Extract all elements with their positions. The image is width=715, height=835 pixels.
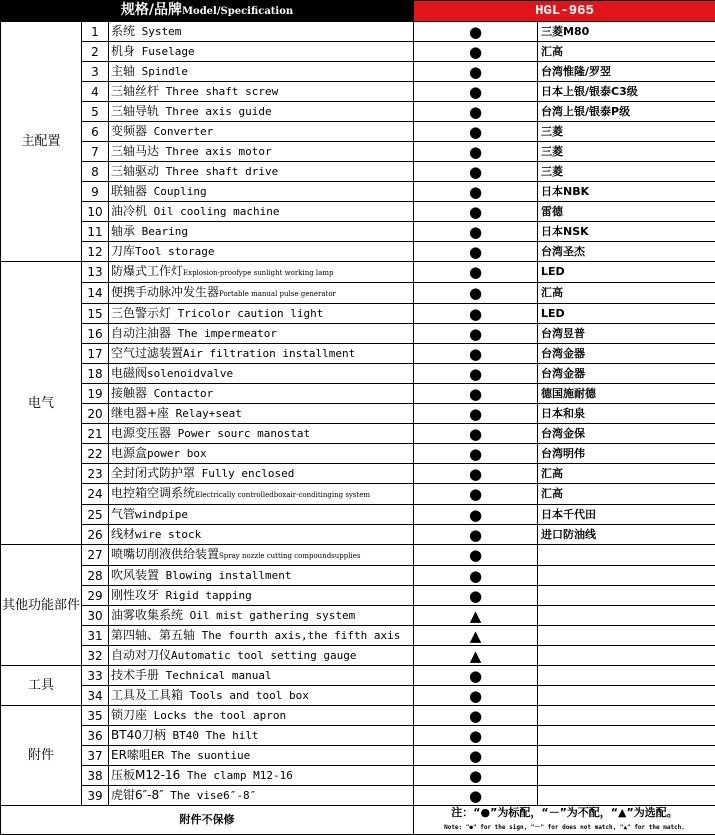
item-name-en: wire stock (135, 528, 201, 541)
standard-mark-icon: ● (414, 444, 538, 464)
spec-row (1, 304, 715, 324)
standard-mark-icon: ● (414, 283, 538, 304)
item-name-cn: 三轴导轨 (111, 104, 159, 118)
item-name-cn: 油雾收集系统 (111, 608, 183, 622)
item-name-en: Locks the tool apron (147, 709, 286, 722)
item-name-cn: 便携手动脉冲发生器 (111, 285, 219, 299)
standard-mark-icon: ● (414, 42, 538, 62)
spec-row (1, 82, 715, 102)
item-name-cn: 压板M12-16 (111, 768, 180, 782)
standard-mark-icon: ● (414, 464, 538, 484)
item-name-cn: 全封闭式防护罩 (111, 466, 195, 480)
item-name-en: Three shaft drive (159, 165, 278, 178)
item-name-en: The clamp M12-16 (180, 769, 293, 782)
spec-row (1, 786, 715, 806)
row-number: 27 (82, 545, 109, 566)
item-name-en: Tool storage (135, 245, 214, 258)
brand-cell: 日本千代田 (538, 505, 715, 525)
spec-row (1, 242, 715, 262)
item-name (109, 566, 414, 586)
brand-cell (538, 726, 715, 746)
header-title-cn: 规格/品牌 (121, 2, 182, 18)
item-name (109, 222, 414, 242)
brand-cell: 台湾金器 (538, 364, 715, 384)
item-name-cn: 电磁阀 (111, 366, 147, 380)
item-name-cn: 工具及工具箱 (111, 688, 183, 702)
header-title-en: Model/Specification (182, 6, 293, 17)
standard-mark-icon: ● (414, 82, 538, 102)
standard-mark-icon: ● (414, 586, 538, 606)
row-number: 13 (82, 262, 109, 283)
item-name (109, 726, 414, 746)
brand-cell (538, 566, 715, 586)
standard-mark-icon: ● (414, 162, 538, 182)
standard-mark-icon: ● (414, 242, 538, 262)
brand-cell (538, 706, 715, 726)
item-name-cn: 虎钳6″-8″ (111, 788, 164, 802)
brand-cell: 日本上银/银泰C3级 (538, 82, 715, 102)
spec-row (1, 324, 715, 344)
item-name-en: Three shaft screw (159, 85, 278, 98)
brand-cell: 日本和泉 (538, 404, 715, 424)
item-name-en: The vise6″-8″ (164, 789, 257, 802)
brand-cell (538, 786, 715, 806)
item-name-cn: 第四轴、第五轴 (111, 628, 195, 642)
item-name-en: windpipe (135, 508, 188, 521)
row-number: 3 (82, 62, 109, 82)
item-name (109, 324, 414, 344)
item-name (109, 646, 414, 666)
optional-mark-icon: ▲ (414, 626, 538, 646)
standard-mark-icon: ● (414, 344, 538, 364)
brand-cell: 德国施耐德 (538, 384, 715, 404)
item-name (109, 444, 414, 464)
item-name (109, 706, 414, 726)
spec-row (1, 505, 715, 525)
footer-note-cn: 注：“●”为标配，“－”为不配，“▲”为选配。 (451, 806, 677, 819)
item-name-en: System (135, 25, 181, 38)
optional-mark-icon: ▲ (414, 606, 538, 626)
item-name-en: Three axis guide (159, 105, 272, 118)
item-name-en: Fuselage (135, 45, 195, 58)
item-name-en: Tricolor caution light (171, 307, 323, 320)
item-name-cn: 主轴 (111, 64, 135, 78)
standard-mark-icon: ● (414, 666, 538, 686)
spec-row (1, 545, 715, 566)
spec-row (1, 222, 715, 242)
spec-row (1, 262, 715, 283)
spec-row (1, 525, 715, 545)
item-name-en: Portable manual pulse generator (219, 290, 336, 298)
item-name-en: Automatic tool setting gauge (171, 649, 356, 662)
standard-mark-icon: ● (414, 182, 538, 202)
standard-mark-icon: ● (414, 222, 538, 242)
item-name-en: Technical manual (159, 669, 272, 682)
row-number: 17 (82, 344, 109, 364)
standard-mark-icon: ● (414, 62, 538, 82)
item-name-cn: 气管 (111, 507, 135, 521)
item-name-en: Coupling (147, 185, 207, 198)
item-name-cn: 电源变压器 (111, 426, 171, 440)
brand-cell: 进口防油线 (538, 525, 715, 545)
item-name (109, 242, 414, 262)
category-other: 其他功能部件 (1, 545, 82, 666)
standard-mark-icon: ● (414, 364, 538, 384)
item-name-en: BT40 The hilt (166, 729, 259, 742)
item-name-en: Electrically controlledboxair-conditinging system (195, 491, 370, 499)
spec-row (1, 766, 715, 786)
brand-cell: LED (538, 262, 715, 283)
standard-mark-icon: ● (414, 786, 538, 806)
spec-row (1, 404, 715, 424)
brand-cell (538, 746, 715, 766)
spec-row (1, 182, 715, 202)
footer-note-en: Note: "●" for the sign, "－" for does not match, "▲" for the match. (414, 821, 715, 834)
spec-row (1, 62, 715, 82)
row-number: 35 (82, 706, 109, 726)
category-electric: 电气 (1, 262, 82, 545)
category-tools: 工具 (1, 666, 82, 706)
row-number: 31 (82, 626, 109, 646)
item-name (109, 384, 414, 404)
item-name-cn: 刀库 (111, 244, 135, 258)
brand-cell (538, 686, 715, 706)
spec-row (1, 364, 715, 384)
item-name (109, 606, 414, 626)
row-number: 12 (82, 242, 109, 262)
item-name-cn: 锁刀座 (111, 708, 147, 722)
item-name-en: Bearing (135, 225, 188, 238)
row-number: 28 (82, 566, 109, 586)
item-name-en: Oil cooling machine (147, 205, 279, 218)
footer-row (1, 806, 715, 835)
spec-row (1, 283, 715, 304)
item-name-cn: 三轴驱动 (111, 164, 159, 178)
row-number: 30 (82, 606, 109, 626)
category-main: 主配置 (1, 22, 82, 262)
row-number: 39 (82, 786, 109, 806)
item-name (109, 525, 414, 545)
header-row (1, 1, 715, 22)
row-number: 6 (82, 122, 109, 142)
brand-cell: LED (538, 304, 715, 324)
brand-cell: 台湾昱普 (538, 324, 715, 344)
item-name (109, 42, 414, 62)
brand-cell (538, 646, 715, 666)
row-number: 5 (82, 102, 109, 122)
brand-cell: 台湾上银/银泰P级 (538, 102, 715, 122)
row-number: 11 (82, 222, 109, 242)
row-number: 19 (82, 384, 109, 404)
brand-cell: 三菱M80 (538, 22, 715, 42)
item-name-en: Converter (147, 125, 213, 138)
item-name (109, 686, 414, 706)
spec-row (1, 424, 715, 444)
item-name-cn: 空气过滤装置 (111, 346, 183, 360)
standard-mark-icon: ● (414, 122, 538, 142)
item-name (109, 505, 414, 525)
item-name-cn: 联轴器 (111, 184, 147, 198)
row-number: 26 (82, 525, 109, 545)
row-number: 24 (82, 484, 109, 505)
item-name-en: Explosion-proofype sunlight working lamp (183, 269, 333, 277)
brand-cell: 台湾明伟 (538, 444, 715, 464)
row-number: 9 (82, 182, 109, 202)
brand-cell: 汇高 (538, 464, 715, 484)
brand-cell (538, 626, 715, 646)
item-name (109, 586, 414, 606)
standard-mark-icon: ● (414, 525, 538, 545)
row-number: 29 (82, 586, 109, 606)
item-name (109, 786, 414, 806)
row-number: 2 (82, 42, 109, 62)
item-name (109, 424, 414, 444)
brand-cell: 汇高 (538, 484, 715, 505)
row-number: 16 (82, 324, 109, 344)
item-name (109, 364, 414, 384)
item-name-cn: 三轴马达 (111, 144, 159, 158)
row-number: 33 (82, 666, 109, 686)
brand-cell: 台湾金保 (538, 424, 715, 444)
brand-cell (538, 586, 715, 606)
item-name (109, 262, 414, 283)
brand-cell (538, 666, 715, 686)
spec-row (1, 686, 715, 706)
item-name (109, 766, 414, 786)
item-name-en: Power sourc manostat (171, 427, 310, 440)
item-name-cn: BT40刀柄 (111, 728, 166, 742)
row-number: 36 (82, 726, 109, 746)
standard-mark-icon: ● (414, 262, 538, 283)
row-number: 10 (82, 202, 109, 222)
item-name-cn: 轴承 (111, 224, 135, 238)
item-name-cn: 继电器+座 (111, 406, 169, 420)
item-name-cn: 刚性攻牙 (111, 588, 159, 602)
item-name (109, 626, 414, 646)
item-name-cn: ER嗦咀 (111, 748, 151, 762)
item-name-cn: 接触器 (111, 386, 147, 400)
item-name (109, 283, 414, 304)
item-name-cn: 电源盒 (111, 446, 147, 460)
spec-row (1, 384, 715, 404)
standard-mark-icon: ● (414, 202, 538, 222)
item-name (109, 82, 414, 102)
standard-mark-icon: ● (414, 102, 538, 122)
row-number: 20 (82, 404, 109, 424)
row-number: 18 (82, 364, 109, 384)
brand-cell (538, 545, 715, 566)
item-name-en: Tools and tool box (183, 689, 309, 702)
spec-header (1, 1, 414, 22)
item-name-cn: 自动注油器 (111, 326, 171, 340)
spec-row (1, 122, 715, 142)
item-name-en: ER The suontiue (151, 749, 250, 762)
item-name (109, 122, 414, 142)
standard-mark-icon: ● (414, 142, 538, 162)
row-number: 7 (82, 142, 109, 162)
standard-mark-icon: ● (414, 304, 538, 324)
item-name-cn: 三色警示灯 (111, 306, 171, 320)
footer-warranty: 附件不保修 (1, 806, 414, 835)
row-number: 34 (82, 686, 109, 706)
brand-cell: 三菱 (538, 142, 715, 162)
standard-mark-icon: ● (414, 22, 538, 42)
spec-row (1, 566, 715, 586)
row-number: 22 (82, 444, 109, 464)
standard-mark-icon: ● (414, 726, 538, 746)
item-name-cn: 吹风装置 (111, 568, 159, 582)
spec-row (1, 484, 715, 505)
item-name (109, 142, 414, 162)
row-number: 1 (82, 22, 109, 42)
item-name-en: Oil mist gathering system (183, 609, 355, 622)
spec-row (1, 606, 715, 626)
standard-mark-icon: ● (414, 484, 538, 505)
item-name-cn: 电控箱空调系统 (111, 486, 195, 500)
item-name (109, 545, 414, 566)
footer-note (414, 806, 715, 835)
spec-row (1, 666, 715, 686)
spec-row (1, 444, 715, 464)
row-number: 38 (82, 766, 109, 786)
brand-cell: 雷德 (538, 202, 715, 222)
standard-mark-icon: ● (414, 686, 538, 706)
spec-row (1, 202, 715, 222)
model-header: HGL-965 (414, 1, 715, 22)
standard-mark-icon: ● (414, 766, 538, 786)
spec-row (1, 162, 715, 182)
row-number: 23 (82, 464, 109, 484)
brand-cell: 汇高 (538, 283, 715, 304)
brand-cell (538, 766, 715, 786)
item-name-cn: 系统 (111, 24, 135, 38)
standard-mark-icon: ● (414, 706, 538, 726)
brand-cell: 台湾金器 (538, 344, 715, 364)
standard-mark-icon: ● (414, 505, 538, 525)
item-name-cn: 自动对刀仪 (111, 648, 171, 662)
item-name-cn: 技术手册 (111, 668, 159, 682)
item-name-en: Rigid tapping (159, 589, 252, 602)
row-number: 15 (82, 304, 109, 324)
item-name-en: The fourth axis,the fifth axis (195, 629, 400, 642)
item-name (109, 102, 414, 122)
standard-mark-icon: ● (414, 384, 538, 404)
row-number: 4 (82, 82, 109, 102)
item-name-en: power box (147, 447, 207, 460)
item-name-cn: 喷嘴切削液供给装置 (111, 547, 219, 561)
spec-row (1, 646, 715, 666)
brand-cell: 日本NSK (538, 222, 715, 242)
row-number: 37 (82, 746, 109, 766)
item-name-cn: 变频器 (111, 124, 147, 138)
standard-mark-icon: ● (414, 404, 538, 424)
item-name (109, 746, 414, 766)
brand-cell (538, 606, 715, 626)
item-name-cn: 防爆式工作灯 (111, 264, 183, 278)
item-name (109, 62, 414, 82)
brand-cell: 三菱 (538, 162, 715, 182)
standard-mark-icon: ● (414, 566, 538, 586)
standard-mark-icon: ● (414, 545, 538, 566)
item-name-cn: 油冷机 (111, 204, 147, 218)
spec-row (1, 626, 715, 646)
brand-cell: 汇高 (538, 42, 715, 62)
item-name-en: Spray nozzle cutting compoundsupplies (219, 552, 360, 560)
standard-mark-icon: ● (414, 746, 538, 766)
item-name (109, 182, 414, 202)
spec-row (1, 726, 715, 746)
item-name-cn: 三轴丝杆 (111, 84, 159, 98)
spec-row (1, 746, 715, 766)
item-name (109, 404, 414, 424)
item-name (109, 344, 414, 364)
spec-row (1, 586, 715, 606)
item-name-en: Relay+seat (169, 407, 242, 420)
item-name-cn: 机身 (111, 44, 135, 58)
item-name (109, 464, 414, 484)
spec-row (1, 464, 715, 484)
item-name-en: Air filtration installment (183, 347, 355, 360)
row-number: 21 (82, 424, 109, 444)
row-number: 14 (82, 283, 109, 304)
standard-mark-icon: ● (414, 424, 538, 444)
brand-cell: 台湾圣杰 (538, 242, 715, 262)
standard-mark-icon: ● (414, 324, 538, 344)
spec-row (1, 344, 715, 364)
item-name (109, 484, 414, 505)
brand-cell: 日本NBK (538, 182, 715, 202)
item-name-en: The impermeator (171, 327, 277, 340)
brand-cell: 台湾惟隆/罗翌 (538, 62, 715, 82)
item-name (109, 666, 414, 686)
row-number: 25 (82, 505, 109, 525)
item-name (109, 202, 414, 222)
item-name-en: Fully enclosed (195, 467, 294, 480)
spec-row (1, 102, 715, 122)
brand-cell: 三菱 (538, 122, 715, 142)
item-name-en: Contactor (147, 387, 213, 400)
category-accessory: 附件 (1, 706, 82, 806)
spec-row (1, 142, 715, 162)
item-name (109, 304, 414, 324)
spec-row (1, 706, 715, 726)
item-name-en: Three axis motor (159, 145, 272, 158)
item-name (109, 162, 414, 182)
item-name-en: solenoidvalve (147, 367, 233, 380)
spec-row (1, 22, 715, 42)
spec-row (1, 42, 715, 62)
row-number: 8 (82, 162, 109, 182)
optional-mark-icon: ▲ (414, 646, 538, 666)
item-name-cn: 线材 (111, 527, 135, 541)
row-number: 32 (82, 646, 109, 666)
item-name (109, 22, 414, 42)
item-name-en: Blowing installment (159, 569, 291, 582)
item-name-en: Spindle (135, 65, 188, 78)
